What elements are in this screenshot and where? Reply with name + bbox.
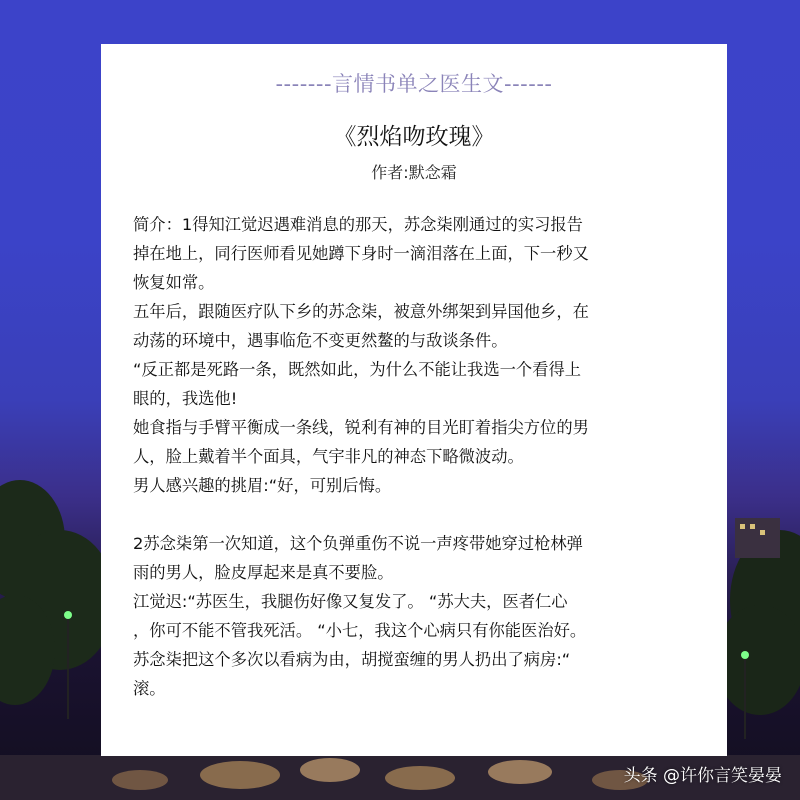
paragraph-gap — [133, 500, 705, 529]
building-right — [735, 518, 780, 558]
book-card — [101, 44, 727, 756]
synopsis-line: 眼的，我选他! — [133, 389, 238, 408]
synopsis-text — [133, 210, 705, 703]
synopsis-line: 江觉迟:“苏医生，我腿伤好像又复发了。 “苏大夫，医者仁心 — [133, 592, 568, 611]
synopsis-line: 简介：1得知江觉迟遇难消息的那天，苏念柒刚通过的实习报告 — [133, 215, 583, 234]
author-line: 作者:默念霜 — [371, 163, 457, 182]
book-title: 《烈焰吻玫瑰》 — [333, 124, 495, 150]
synopsis-line: 滚。 — [133, 679, 166, 698]
synopsis-line: 恢复如常。 — [133, 273, 215, 292]
synopsis-line: 五年后，跟随医疗队下乡的苏念柒，被意外绑架到异国他乡，在 — [133, 302, 589, 321]
series-header: -------言情书单之医生文------ — [275, 72, 553, 96]
toutiao-watermark: 头条 @许你言笑晏晏 — [623, 766, 782, 786]
synopsis-line: 2苏念柒第一次知道，这个负弹重伤不说一声疼带她穿过枪林弹 — [133, 534, 583, 553]
synopsis-line: ，你可不能不管我死活。 “小七，我这个心病只有你能医治好。 — [133, 621, 587, 640]
trees-left — [0, 480, 115, 705]
synopsis-line: 男人感兴趣的挑眉:“好，可别后悔。 — [133, 476, 392, 495]
synopsis-line: 雨的男人，脸皮厚起来是真不要脸。 — [133, 563, 394, 582]
synopsis-line: 苏念柒把这个多次以看病为由，胡搅蛮缠的男人扔出了病房:“ — [133, 650, 571, 669]
synopsis-line: 掉在地上，同行医师看见她蹲下身时一滴泪落在上面，下一秒又 — [133, 244, 589, 263]
synopsis-line: “反正都是死路一条，既然如此，为什么不能让我选一个看得上 — [133, 360, 582, 379]
synopsis-line: 人，脸上戴着半个面具，气宇非凡的神态下略微波动。 — [133, 447, 524, 466]
synopsis-line: 她食指与手臂平衡成一条线，锐利有神的目光盯着指尖方位的男 — [133, 418, 589, 437]
synopsis-line: 动荡的环境中，遇事临危不变更然鳌的与敌谈条件。 — [133, 331, 508, 350]
